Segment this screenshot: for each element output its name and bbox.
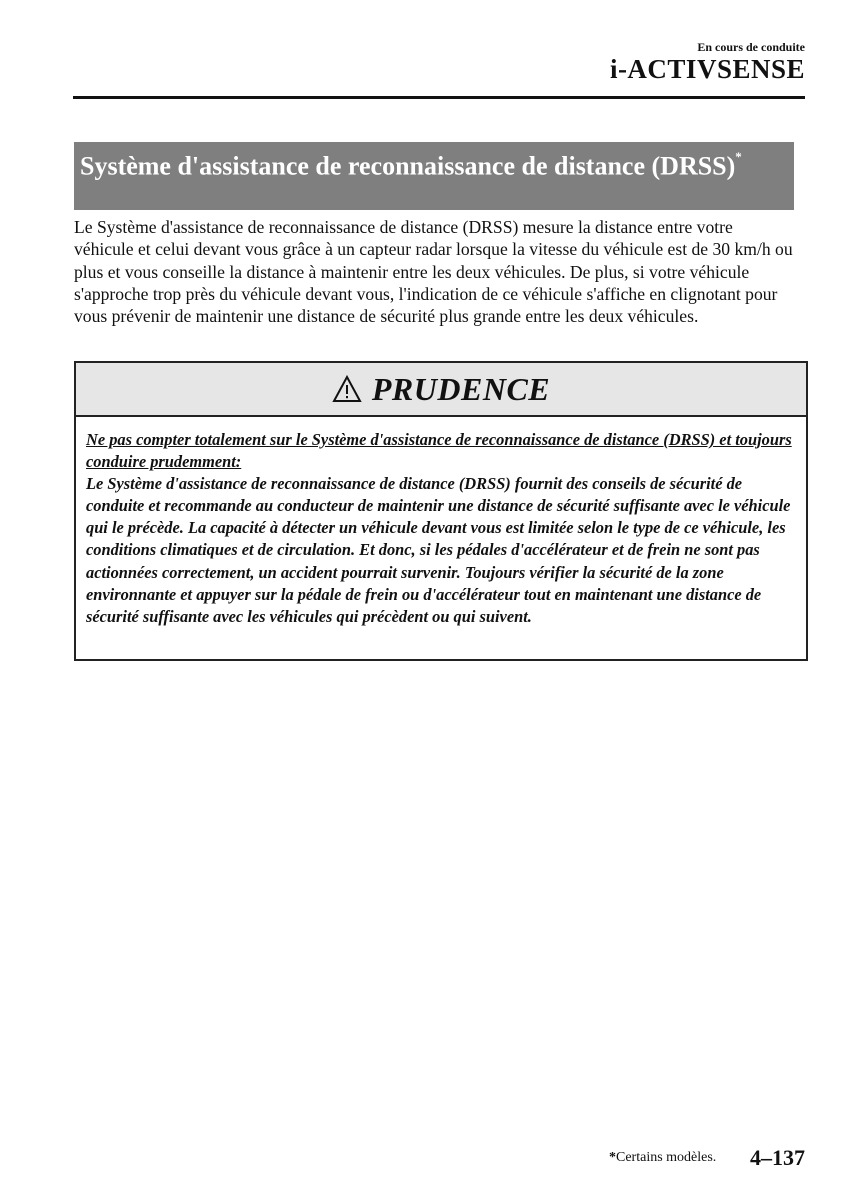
caution-title: PRUDENCE [371, 370, 551, 407]
caution-text: Le Système d'assistance de reconnaissance de distance (DRSS) fournit des conseils de sécurité de conduite et recommande au conducteur de maintenir une distance de sécurité suffisante avec le véhicule qui le précède. La capacité à détecter un véhicule devant vous est limitée selon le type de ce véhicule, les conditions climatiques et de circulation. Et donc, si les pédales d'accélérateur et de frein ne sont pas actionnées correctement, un accident pourrait survenir. Toujours vérifier la sécurité de la zone environnante et appuyer sur la pédale de frein ou d'accélérateur tout en maintenant une distance de sécurité suffisante avec les véhicules qui précèdent ou qui suivent. [86, 474, 791, 626]
section-heading-text: Système d'assistance de reconnaissance de distance (DRSS) [80, 151, 736, 181]
header-divider [73, 96, 805, 99]
chapter-title: i-ACTIVSENSE [609, 54, 805, 84]
caution-lead: Ne pas compter totalement sur le Système d'assistance de reconnaissance de distance (DRSS) et toujours conduire prudemment: [86, 430, 792, 472]
caution-header [76, 363, 806, 417]
footnote-mark: * [609, 1150, 616, 1165]
chapter-subtitle: En cours de conduite [697, 40, 805, 54]
warning-triangle-icon [332, 375, 362, 403]
heading-footnote-mark: * [735, 149, 742, 164]
intro-paragraph: Le Système d'assistance de reconnaissance de distance (DRSS) mesure la distance entre votre véhicule et celui devant vous grâce à un capteur radar lorsque la vitesse du véhicule est de 30 km/h ou plus et vous conseille la distance à maintenir entre les deux véhicules. De plus, si votre véhicule s'approche trop près du véhicule devant vous, l'indication de ce véhicule s'affiche en clignotant pour vous prévenir de maintenir une distance de sécurité plus grande entre les deux véhicules. [74, 217, 793, 327]
footnote-text: Certains modèles. [616, 1150, 717, 1165]
caution-box [74, 361, 808, 661]
page-number: 4–137 [750, 1145, 805, 1170]
section-heading [74, 142, 794, 210]
footnote [609, 1150, 716, 1166]
caution-body [76, 417, 806, 628]
